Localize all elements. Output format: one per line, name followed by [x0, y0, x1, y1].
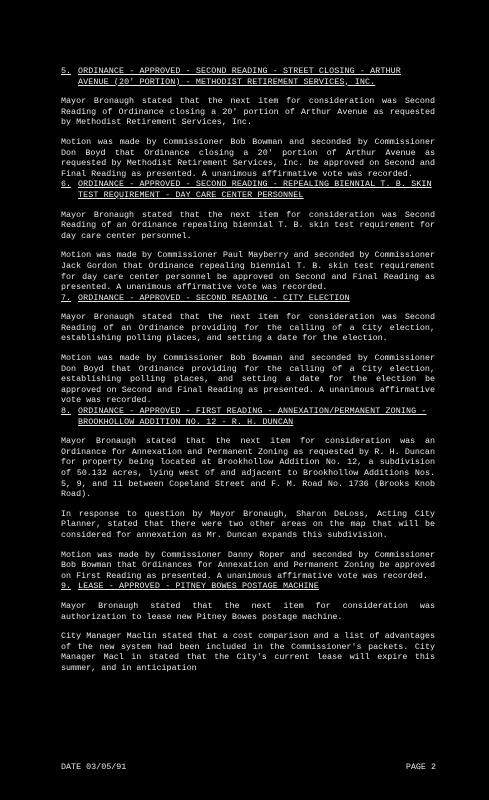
section-paragraph: City Manager Maclin stated that a cost comparison and a list of advantages of the new system had been included in the Commissioner's packets. City Manager Macl in stated that the City's current lease will expire this summer, and in anticipation: [61, 631, 435, 673]
page-footer: [61, 762, 436, 773]
section-number: 5.: [61, 66, 72, 76]
section-paragraph: Mayor Bronaugh stated that the next item for consideration was an Ordinance for Annexation and Permanent Zoning as requested by R. H. Duncan for property being located at Brookhollow Addition No. 12, a subdivision of 50.132 acres, lying west of and adjacent to Brookhollow Additions Nos. 5, 9, and 11 between Copeland Street and F. M. Road No. 1736 (Brooks Knob Road).: [61, 436, 435, 500]
section-heading-row: [61, 293, 435, 304]
section-paragraph: Mayor Bronaugh stated that the next item for consideration was authorization to lease new Pitney Bowes postage machine.: [61, 600, 435, 622]
section-paragraph: Mayor Bronaugh stated that the next item for consideration was Second Reading of an Ordinance repealing biennial T. B. skin test requirement for day care center personnel.: [61, 209, 435, 241]
section-number: 7.: [61, 292, 72, 303]
section-number: 6.: [61, 179, 72, 190]
section-paragraph: Motion was made by Commissioner Bob Bowman and seconded by Commissioner Don Boyd that Ordinance closing a 20' portion of Arthur Avenue as requested by Methodist Retirement Services, Inc. be approved on Second and Final Reading as presented. A unanimous affirmative vote was recorded.: [61, 136, 435, 179]
section-heading-row: [61, 179, 435, 200]
section-heading: ORDINANCE - APPROVED - SECOND READING - REPEALING BIENNIAL T. B. SKIN TEST REQUIREMENT - DAY CARE CENTER PERSONNEL: [78, 179, 432, 200]
section-heading: ORDINANCE - APPROVED - SECOND READING - STREET CLOSING - ARTHUR AVENUE (20' PORTION) - METHODIST RETIREMENT SERVICES, INC.: [78, 66, 401, 87]
section-heading: ORDINANCE - APPROVED - FIRST READING - ANNEXATION/PERMANENT ZONING - BROOKHOLLOW ADDITION NO. 12 - R. H. DUNCAN: [78, 406, 427, 427]
section-number: 8.: [61, 406, 72, 417]
minutes-body: [61, 66, 435, 674]
section-paragraph: In response to question by Mayor Bronaugh, Sharon DeLoss, Acting City Planner, stated that there were two other areas on the map that will be considered for annexation as Mr. Duncan expands this subdivision.: [61, 508, 435, 540]
section-heading-row: [61, 66, 435, 87]
section-heading-row: [61, 406, 435, 427]
section-heading: ORDINANCE - APPROVED - SECOND READING - CITY ELECTION: [78, 292, 350, 303]
agenda-section: [61, 179, 435, 292]
section-paragraph: Motion was made by Commissioner Paul Mayberry and seconded by Commissioner Jack Gordon that Ordinance repealing biennial T. B. skin test requirement for day care center personnel be approved on Second and Final Reading as presented. A unanimous affirmative vote was recorded.: [61, 250, 435, 293]
section-paragraph: Mayor Bronaugh stated that the next item for consideration was Second Reading of Ordinance closing a 20' portion of Arthur Avenue as requested by Methodist Retirement Services, Inc.: [61, 96, 435, 128]
agenda-section: [61, 406, 435, 581]
footer-date: DATE 03/05/91: [61, 762, 127, 772]
section-number: 9.: [61, 581, 72, 592]
section-paragraph: Motion was made by Commissioner Danny Roper and seconded by Commissioner Bob Bowman that Ordinances for Annexation and Permanent Zoning be approved on First Reading as presented. A unanimous affirmative vote was recorded.: [61, 549, 435, 581]
agenda-section: [61, 66, 435, 179]
footer-page-number: PAGE 2: [405, 762, 436, 772]
agenda-section: [61, 581, 435, 673]
section-paragraph: Motion was made by Commissioner Bob Bowman and seconded by Commissioner Don Boyd that Ordinance providing for the calling of a City election, establishing polling places, and setting a date for the election be approved on Second and Final Reading as presented. A unanimous affirmative vote was recorded.: [61, 353, 435, 406]
agenda-section: [61, 293, 435, 406]
section-heading-row: [61, 581, 435, 592]
section-heading: LEASE - APPROVED - PITNEY BOWES POSTAGE MACHINE: [78, 581, 319, 592]
section-paragraph: Mayor Bronaugh stated that the next item for consideration was Second Reading of an Ordinance providing for the calling of a City election, establishing polling places, and setting a date for the election.: [61, 312, 435, 344]
